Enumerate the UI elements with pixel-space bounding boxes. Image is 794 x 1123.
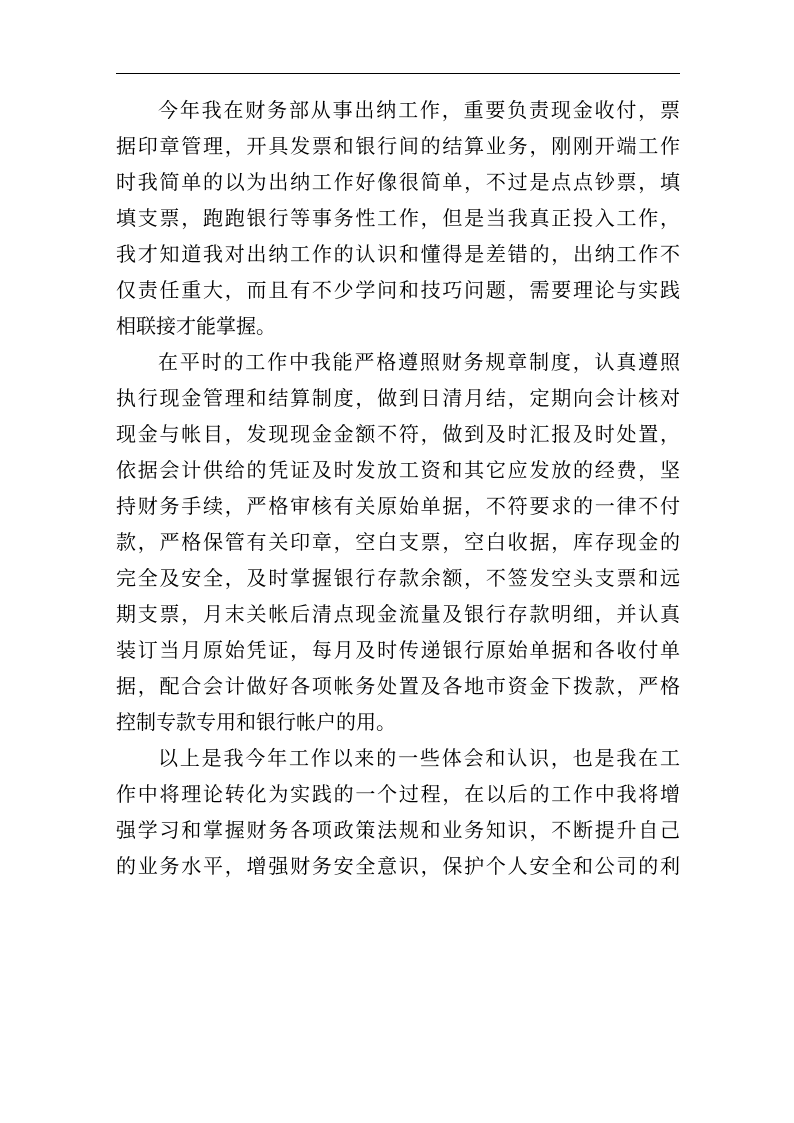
text-line: 强学习和掌握财务各项政策法规和业务知识，不断提升自己 [116, 818, 680, 842]
text-line: 仅责任重大，而且有不少学问和技巧问题，需要理论与实践 [116, 278, 680, 302]
text-line: 我才知道我对出纳工作的认识和懂得是差错的，出纳工作不 [116, 242, 680, 266]
text-line: 期支票，月末关帐后清点现金流量及银行存款明细，并认真 [116, 602, 680, 626]
paragraph-1 [116, 92, 680, 344]
text-line: 以上是我今年工作以来的一些体会和认识，也是我在工 [158, 746, 680, 770]
text-line: 相联接才能掌握。 [116, 314, 276, 338]
text-line: 装订当月原始凭证，每月及时传递银行原始单据和各收付单 [116, 638, 680, 662]
text-line: 控制专款专用和银行帐户的用。 [116, 710, 396, 734]
text-line: 据，配合会计做好各项帐务处置及各地市资金下拨款，严格 [116, 674, 680, 698]
text-line: 在平时的工作中我能严格遵照财务规章制度，认真遵照 [158, 350, 680, 374]
text-line: 完全及安全，及时掌握银行存款余额，不签发空头支票和远 [116, 566, 680, 590]
text-line: 据印章管理，开具发票和银行间的结算业务，刚刚开端工作 [116, 134, 680, 158]
text-line: 款，严格保管有关印章，空白支票，空白收据，库存现金的 [116, 530, 680, 554]
document-body [116, 92, 680, 884]
paragraph-3 [116, 740, 680, 884]
paragraph-2 [116, 344, 680, 740]
text-line: 依据会计供给的凭证及时发放工资和其它应发放的经费，坚 [116, 458, 680, 482]
text-line: 现金与帐目，发现现金金额不符，做到及时汇报及时处置， [116, 422, 680, 446]
text-line: 时我简单的以为出纳工作好像很简单，不过是点点钞票，填 [116, 170, 680, 194]
text-line: 的业务水平，增强财务安全意识，保护个人安全和公司的利 [116, 854, 680, 878]
header-rule [116, 73, 680, 74]
text-line: 作中将理论转化为实践的一个过程，在以后的工作中我将增 [116, 782, 680, 806]
text-line: 执行现金管理和结算制度，做到日清月结，定期向会计核对 [116, 386, 680, 410]
text-line: 持财务手续，严格审核有关原始单据，不符要求的一律不付 [116, 494, 680, 518]
text-line: 今年我在财务部从事出纳工作，重要负责现金收付，票 [158, 98, 680, 122]
text-line: 填支票，跑跑银行等事务性工作，但是当我真正投入工作， [116, 206, 680, 230]
